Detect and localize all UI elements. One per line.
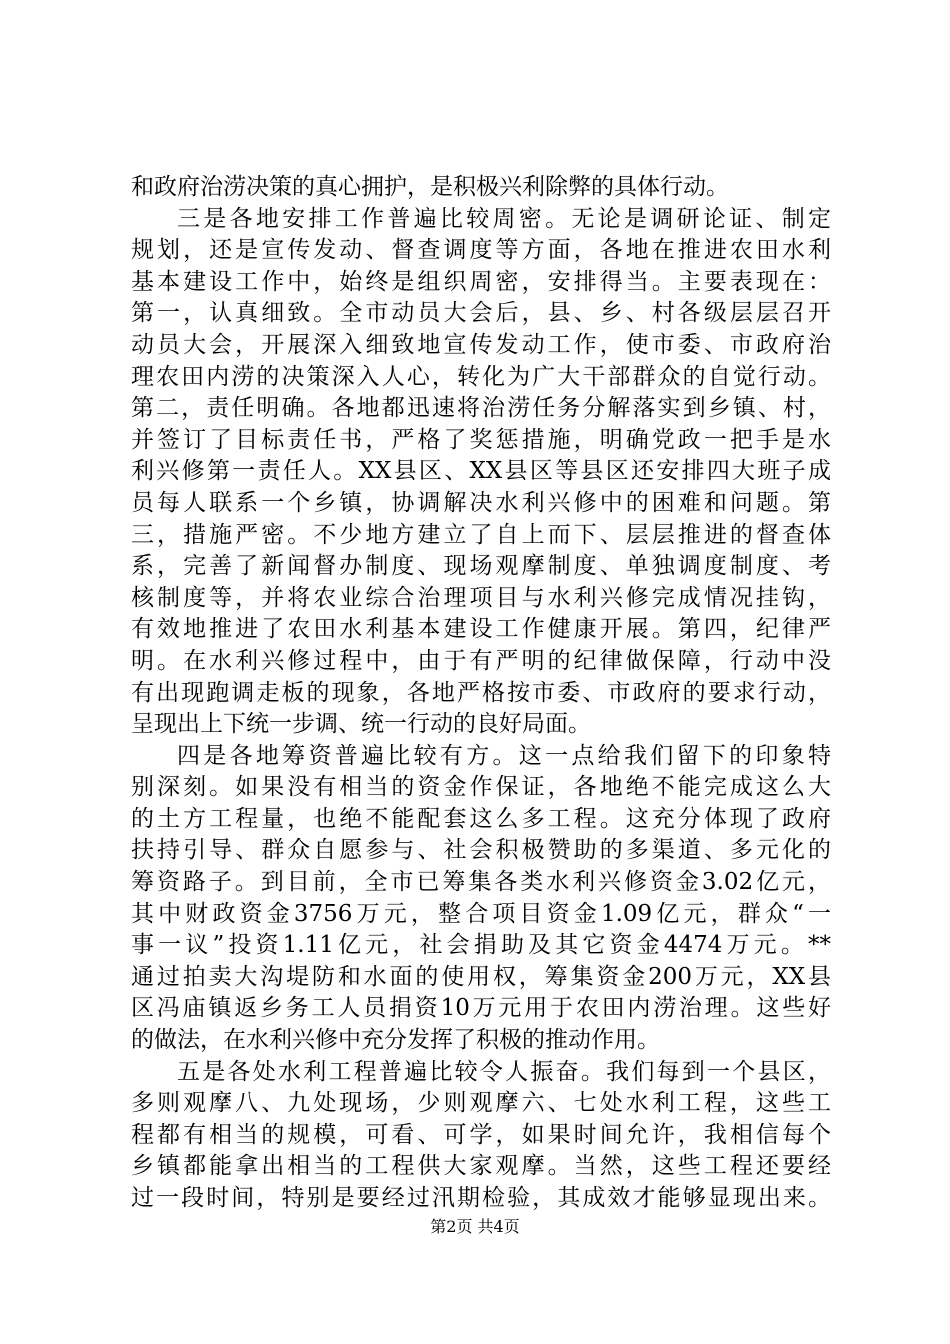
body-text-line: 事一议”投资1.11亿元，社会捐助及其它资金4474万元。** <box>131 932 831 959</box>
body-text-line: 三，措施严密。不少地方建立了自上而下、层层推进的督查体 <box>131 521 831 548</box>
body-text-line: 有效地推进了农田水利基本建设工作健康开展。第四，纪律严 <box>131 616 831 643</box>
body-text-line: 有出现跑调走板的现象，各地严格按市委、市政府的要求行动， <box>131 679 831 706</box>
page-footer: 第2页 共4页 <box>430 1217 520 1236</box>
body-text-line: 过一段时间，特别是要经过汛期检验，其成效才能够显现出来。 <box>131 1185 831 1211</box>
body-text-line: 别深刻。如果没有相当的资金作保证，各地绝不能完成这么大 <box>131 774 831 801</box>
body-text-line: 程都有相当的规模，可看、可学，如果时间允许，我相信每个 <box>131 1121 831 1148</box>
body-text-line: 利兴修第一责任人。XX县区、XX县区等县区还安排四大班子成 <box>131 458 831 485</box>
body-text-line: 第一，认真细致。全市动员大会后，县、乡、村各级层层召开 <box>131 300 831 327</box>
body-text-line: 四是各地筹资普遍比较有方。这一点给我们留下的印象特 <box>177 742 831 769</box>
body-text-line: 乡镇都能拿出相当的工程供大家观摩。当然，这些工程还要经 <box>131 1153 831 1180</box>
body-text-line: 第二，责任明确。各地都迅速将治涝任务分解落实到乡镇、村， <box>131 395 831 422</box>
body-text-line: 五是各处水利工程普遍比较令人振奋。我们每到一个县区， <box>177 1058 831 1085</box>
body-text-line: 扶持引导、群众自愿参与、社会积极赞助的多渠道、多元化的 <box>131 837 831 864</box>
body-text-line: 并签订了目标责任书，严格了奖惩措施，明确党政一把手是水 <box>131 426 831 453</box>
body-text-line: 明。在水利兴修过程中，由于有严明的纪律做保障，行动中没 <box>131 647 831 674</box>
body-text-line: 的土方工程量，也绝不能配套这么多工程。这充分体现了政府 <box>131 805 831 832</box>
body-text-line: 规划，还是宣传发动、督查调度等方面，各地在推进农田水利 <box>131 237 831 264</box>
body-text-line: 多则观摩八、九处现场，少则观摩六、七处水利工程，这些工 <box>131 1090 831 1117</box>
body-text-line: 核制度等，并将农业综合治理项目与水利兴修完成情况挂钩， <box>131 584 831 611</box>
body-text-line: 三是各地安排工作普遍比较周密。无论是调研论证、制定 <box>177 205 831 232</box>
body-text-line: 动员大会，开展深入细致地宣传发动工作，使市委、市政府治 <box>131 331 831 358</box>
body-text-line: 的做法，在水利兴修中充分发挥了积极的推动作用。 <box>131 1027 660 1054</box>
body-text-line: 和政府治涝决策的真心拥护，是积极兴利除弊的具体行动。 <box>131 174 729 200</box>
body-text-line: 其中财政资金3756万元，整合项目资金1.09亿元，群众“一 <box>131 900 831 927</box>
body-text-line: 筹资路子。到目前，全市已筹集各类水利兴修资金3.02亿元， <box>131 869 831 896</box>
body-text-line: 基本建设工作中，始终是组织周密，安排得当。主要表现在： <box>131 268 831 295</box>
body-text-line: 系，完善了新闻督办制度、现场观摩制度、单独调度制度、考 <box>131 553 831 580</box>
body-text-line: 理农田内涝的决策深入人心，转化为广大干部群众的自觉行动。 <box>131 363 831 390</box>
body-text-line: 呈现出上下统一步调、统一行动的良好局面。 <box>131 711 591 738</box>
body-text-line: 员每人联系一个乡镇，协调解决水利兴修中的困难和问题。第 <box>131 489 831 516</box>
body-text-line: 区冯庙镇返乡务工人员捐资10万元用于农田内涝治理。这些好 <box>131 995 831 1022</box>
body-text-line: 通过拍卖大沟堤防和水面的使用权，筹集资金200万元，XX县 <box>131 963 831 990</box>
document-body <box>131 172 831 1215</box>
